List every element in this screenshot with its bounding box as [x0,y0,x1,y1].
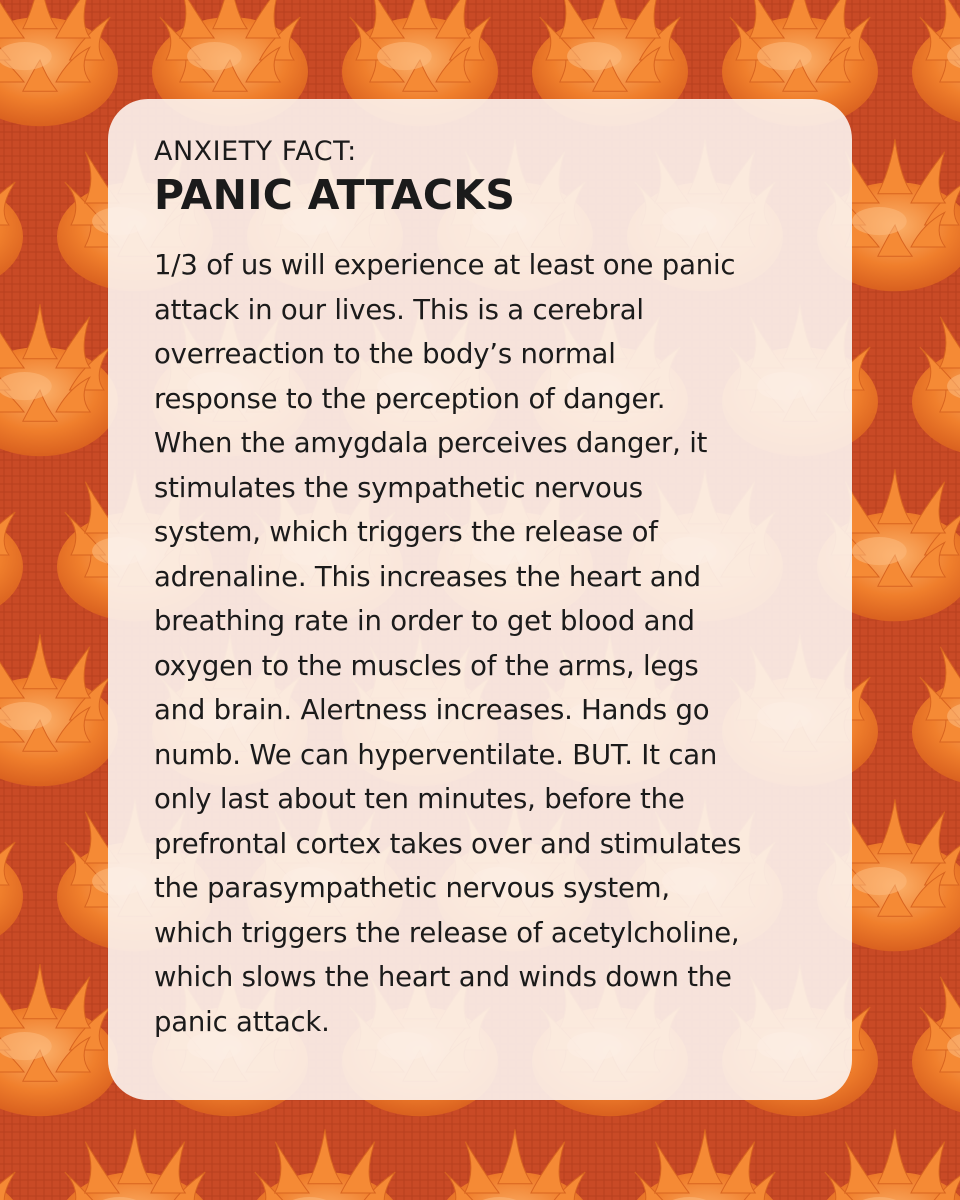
fact-body [154,243,812,1044]
body-line: 1/3 of us will experience at least one panic [154,249,736,281]
body-line: attack in our lives. This is a cerebral [154,293,644,326]
body-line: adrenaline. This increases the heart and [154,560,701,593]
fact-kicker: ANXIETY FACT: [154,136,357,167]
body-line: response to the perception of danger. [154,382,666,415]
body-line: which triggers the release of acetylcholine, [154,916,740,949]
body-line: prefrontal cortex takes over and stimulates [154,827,742,860]
fact-card [108,99,852,1100]
body-line: numb. We can hyperventilate. BUT. It can [154,738,718,771]
body-line: When the amygdala perceives danger, it [154,427,708,459]
body-line: the parasympathetic nervous system, [154,872,670,904]
body-line: and brain. Alertness increases. Hands go [154,694,710,726]
body-line: overreaction to the body’s normal [154,338,616,370]
body-line: only last about ten minutes, before the [154,783,685,815]
body-line: system, which triggers the release of [154,516,658,548]
body-line: which slows the heart and winds down the [154,961,732,993]
fact-title: PANIC ATTACKS [154,171,516,219]
body-line: breathing rate in order to get blood and [154,605,695,637]
body-line: panic attack. [154,1005,330,1038]
body-line: oxygen to the muscles of the arms, legs [154,649,699,682]
body-line: stimulates the sympathetic nervous [154,471,643,504]
